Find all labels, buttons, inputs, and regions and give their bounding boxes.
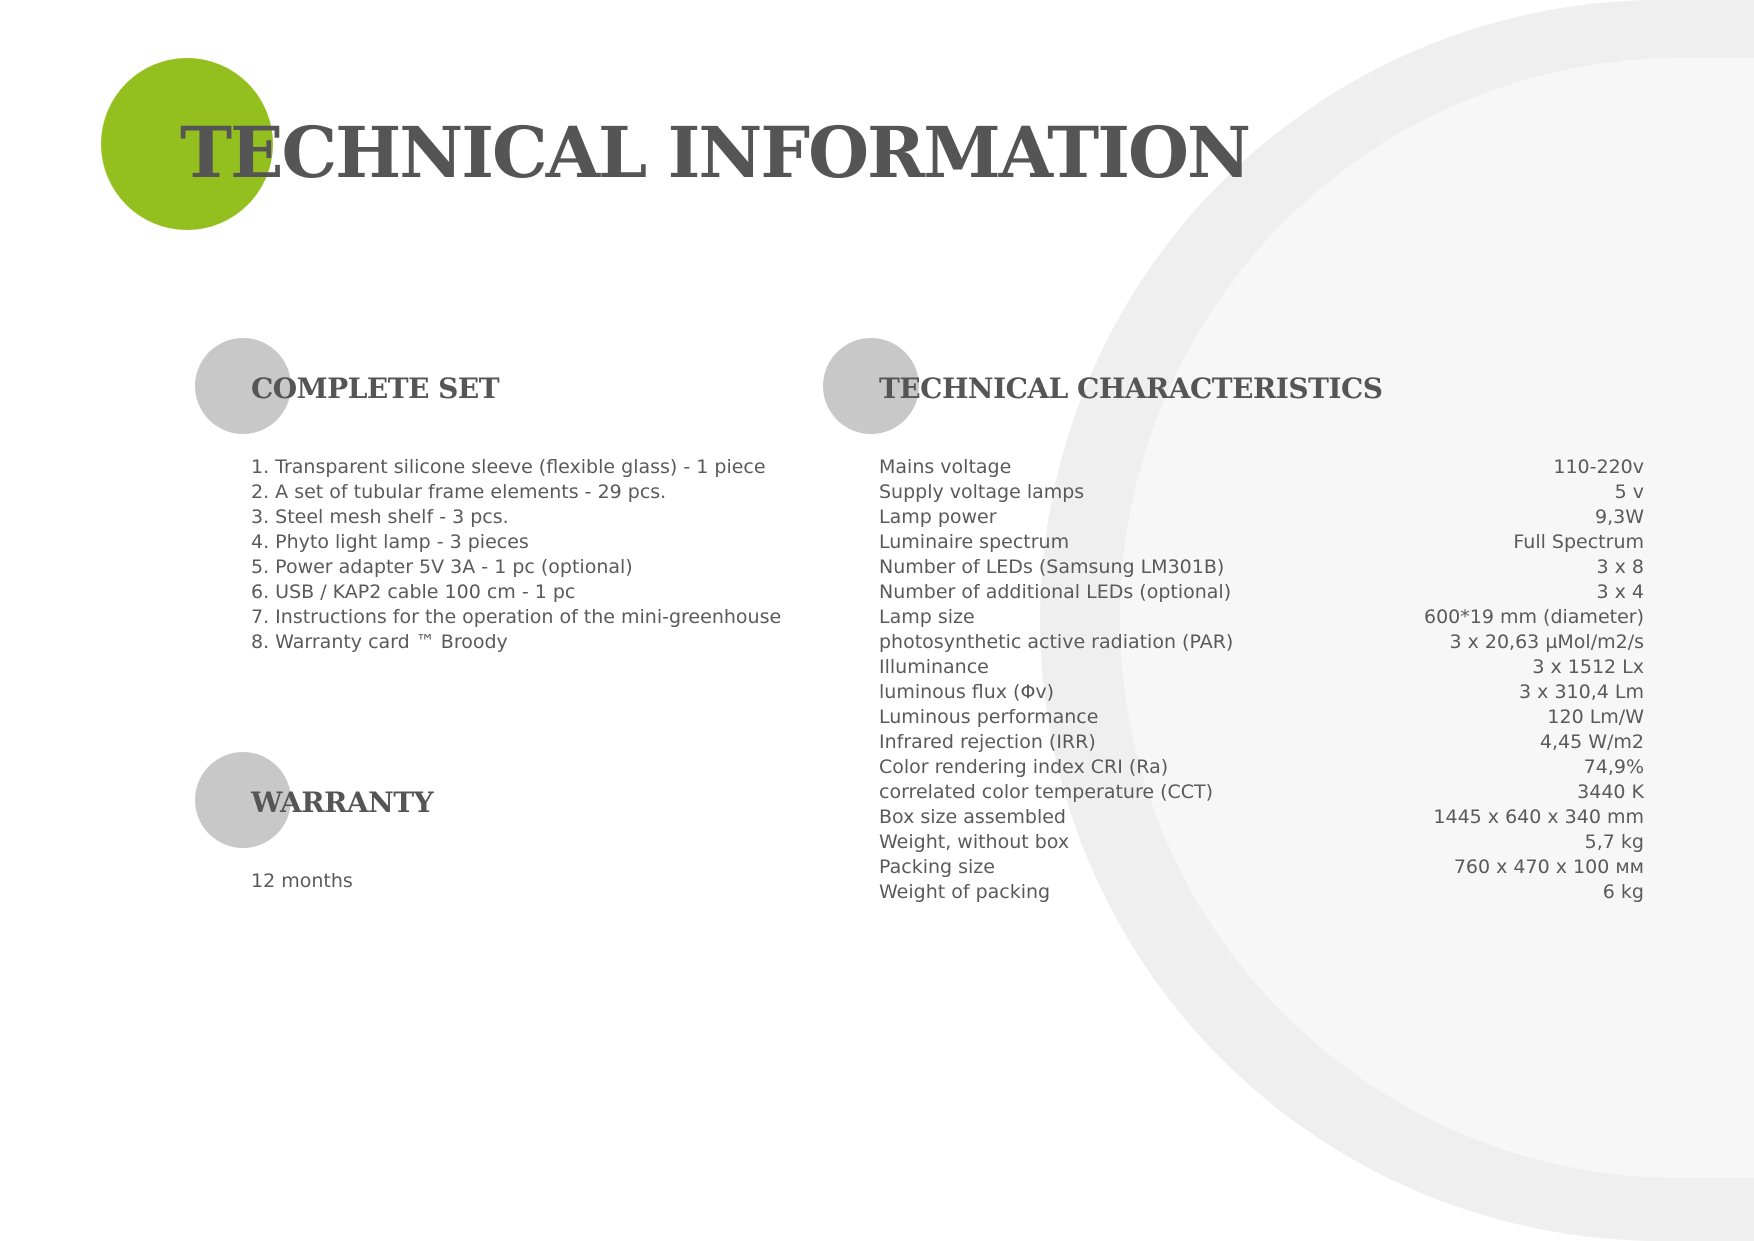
warranty-period: 12 months <box>251 870 353 892</box>
spec-label: correlated color temperature (CCT) <box>879 781 1214 803</box>
spec-row <box>879 455 1644 480</box>
spec-label: Lamp size <box>879 606 975 628</box>
complete-set-heading: COMPLETE SET <box>251 372 500 405</box>
spec-label: Infrared rejection (IRR) <box>879 731 1096 753</box>
spec-value: 3 x 8 <box>1596 556 1644 578</box>
spec-label: Luminous performance <box>879 706 1099 728</box>
spec-row <box>879 605 1644 630</box>
spec-row <box>879 780 1644 805</box>
page-title: TECHNICAL INFORMATION <box>180 111 1249 194</box>
specifications-table <box>879 455 1644 905</box>
list-item: 2. A set of tubular frame elements - 29 pcs. <box>251 481 667 503</box>
list-item: 1. Transparent silicone sleeve (flexible glass) - 1 piece <box>251 456 766 478</box>
spec-value: 9,3W <box>1594 506 1644 528</box>
spec-label: Illuminance <box>879 656 989 678</box>
spec-row <box>879 630 1644 655</box>
spec-row <box>879 880 1644 905</box>
spec-label: Weight, without box <box>879 831 1070 853</box>
spec-value: 6 kg <box>1602 881 1644 903</box>
spec-row <box>879 805 1644 830</box>
spec-label: Box size assembled <box>879 806 1066 828</box>
spec-value: 5 v <box>1614 481 1644 503</box>
spec-row <box>879 730 1644 755</box>
spec-label: Number of additional LEDs (optional) <box>879 581 1232 603</box>
spec-label: Number of LEDs (Samsung LM301B) <box>879 556 1225 578</box>
spec-label: Weight of packing <box>879 881 1051 903</box>
spec-row <box>879 855 1644 880</box>
warranty-heading: WARRANTY <box>251 786 434 819</box>
spec-value: 3 x 1512 Lx <box>1532 656 1644 678</box>
spec-row <box>879 830 1644 855</box>
spec-label: Lamp power <box>879 506 997 528</box>
spec-value: 4,45 W/m2 <box>1539 731 1644 753</box>
list-item: 8. Warranty card ™ Broody <box>251 631 508 653</box>
spec-value: Full Spectrum <box>1513 531 1644 553</box>
spec-row <box>879 680 1644 705</box>
spec-value: 3440 K <box>1577 781 1644 803</box>
spec-label: photosynthetic active radiation (PAR) <box>879 631 1234 653</box>
list-item: 4. Phyto light lamp - 3 pieces <box>251 531 529 553</box>
spec-row <box>879 480 1644 505</box>
spec-value: 74,9% <box>1583 756 1644 778</box>
spec-value: 600*19 mm (diameter) <box>1424 606 1644 628</box>
spec-value: 110-220v <box>1553 456 1644 478</box>
spec-value: 120 Lm/W <box>1547 706 1644 728</box>
spec-label: luminous flux (Φv) <box>879 681 1055 703</box>
spec-value: 5,7 kg <box>1584 831 1644 853</box>
list-item: 5. Power adapter 5V 3A - 1 pc (optional) <box>251 556 633 578</box>
spec-value: 3 x 4 <box>1596 581 1644 603</box>
spec-label: Luminaire spectrum <box>879 531 1070 553</box>
spec-value: 1445 x 640 x 340 mm <box>1433 806 1644 828</box>
characteristics-heading: TECHNICAL CHARACTERISTICS <box>879 372 1383 405</box>
spec-row <box>879 705 1644 730</box>
spec-row <box>879 530 1644 555</box>
spec-row <box>879 655 1644 680</box>
spec-row <box>879 755 1644 780</box>
spec-value: 760 x 470 x 100 мм <box>1453 856 1644 878</box>
list-item: 3. Steel mesh shelf - 3 pcs. <box>251 506 509 528</box>
spec-value: 3 x 310,4 Lm <box>1519 681 1644 703</box>
spec-label: Color rendering index CRI (Ra) <box>879 756 1169 778</box>
spec-label: Supply voltage lamps <box>879 481 1085 503</box>
complete-set-list <box>251 455 781 655</box>
list-item: 7. Instructions for the operation of the mini-greenhouse <box>251 606 782 628</box>
list-item: 6. USB / KAP2 cable 100 cm - 1 pc <box>251 581 576 603</box>
spec-row <box>879 505 1644 530</box>
spec-value: 3 x 20,63 µMol/m2/s <box>1449 631 1644 653</box>
spec-label: Packing size <box>879 856 995 878</box>
spec-label: Mains voltage <box>879 456 1012 478</box>
spec-row <box>879 580 1644 605</box>
spec-row <box>879 555 1644 580</box>
